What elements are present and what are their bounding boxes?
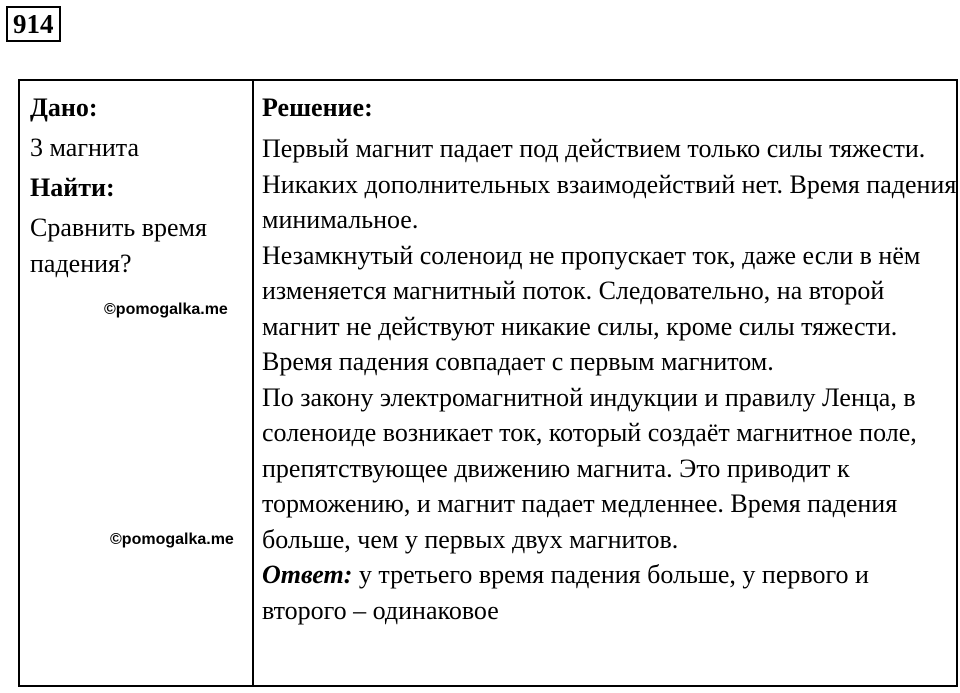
watermark: ©pomogalka.me [104,301,228,318]
given-value: 3 магнита [30,133,140,162]
answer-text: у третьего время падения больше, у первого и второго – одинаковое [262,560,869,625]
solution-paragraph: По закону электромагнитной индукции и правилу Ленца, в соленоиде возникает ток, который создаёт магнитное поле, препятствующее движению магнита. Это приводит к торможению, и магнит падает медленнее. Время падения больше, чем у первых двух магнитов. [262,382,917,554]
solution-paragraph: Незамкнутый соленоид не пропускает ток, даже если в нём изменяется магнитный поток. Следовательно, на второй магнит не действуют никакие силы, кроме силы тяжести. Время падения совпадает с первым магнитом. [262,240,921,376]
solution-body [262,131,957,628]
solution-column [262,88,957,628]
watermark: ©pomogalka.me [110,531,234,548]
solution-paragraph: Первый магнит падает под действием только силы тяжести. Никаких дополнительных взаимодействий нет. Время падения минимальное. [262,134,957,234]
problem-number: 914 [6,6,61,42]
given-heading: Дано: [30,93,98,122]
find-heading: Найти: [30,173,115,202]
solution-table [18,79,958,687]
find-value: Сравнить время падения? [30,213,207,278]
given-column [30,88,250,282]
answer [262,557,957,628]
answer-label: Ответ: [262,560,353,589]
solution-heading: Решение: [262,93,373,122]
column-divider [252,81,254,685]
